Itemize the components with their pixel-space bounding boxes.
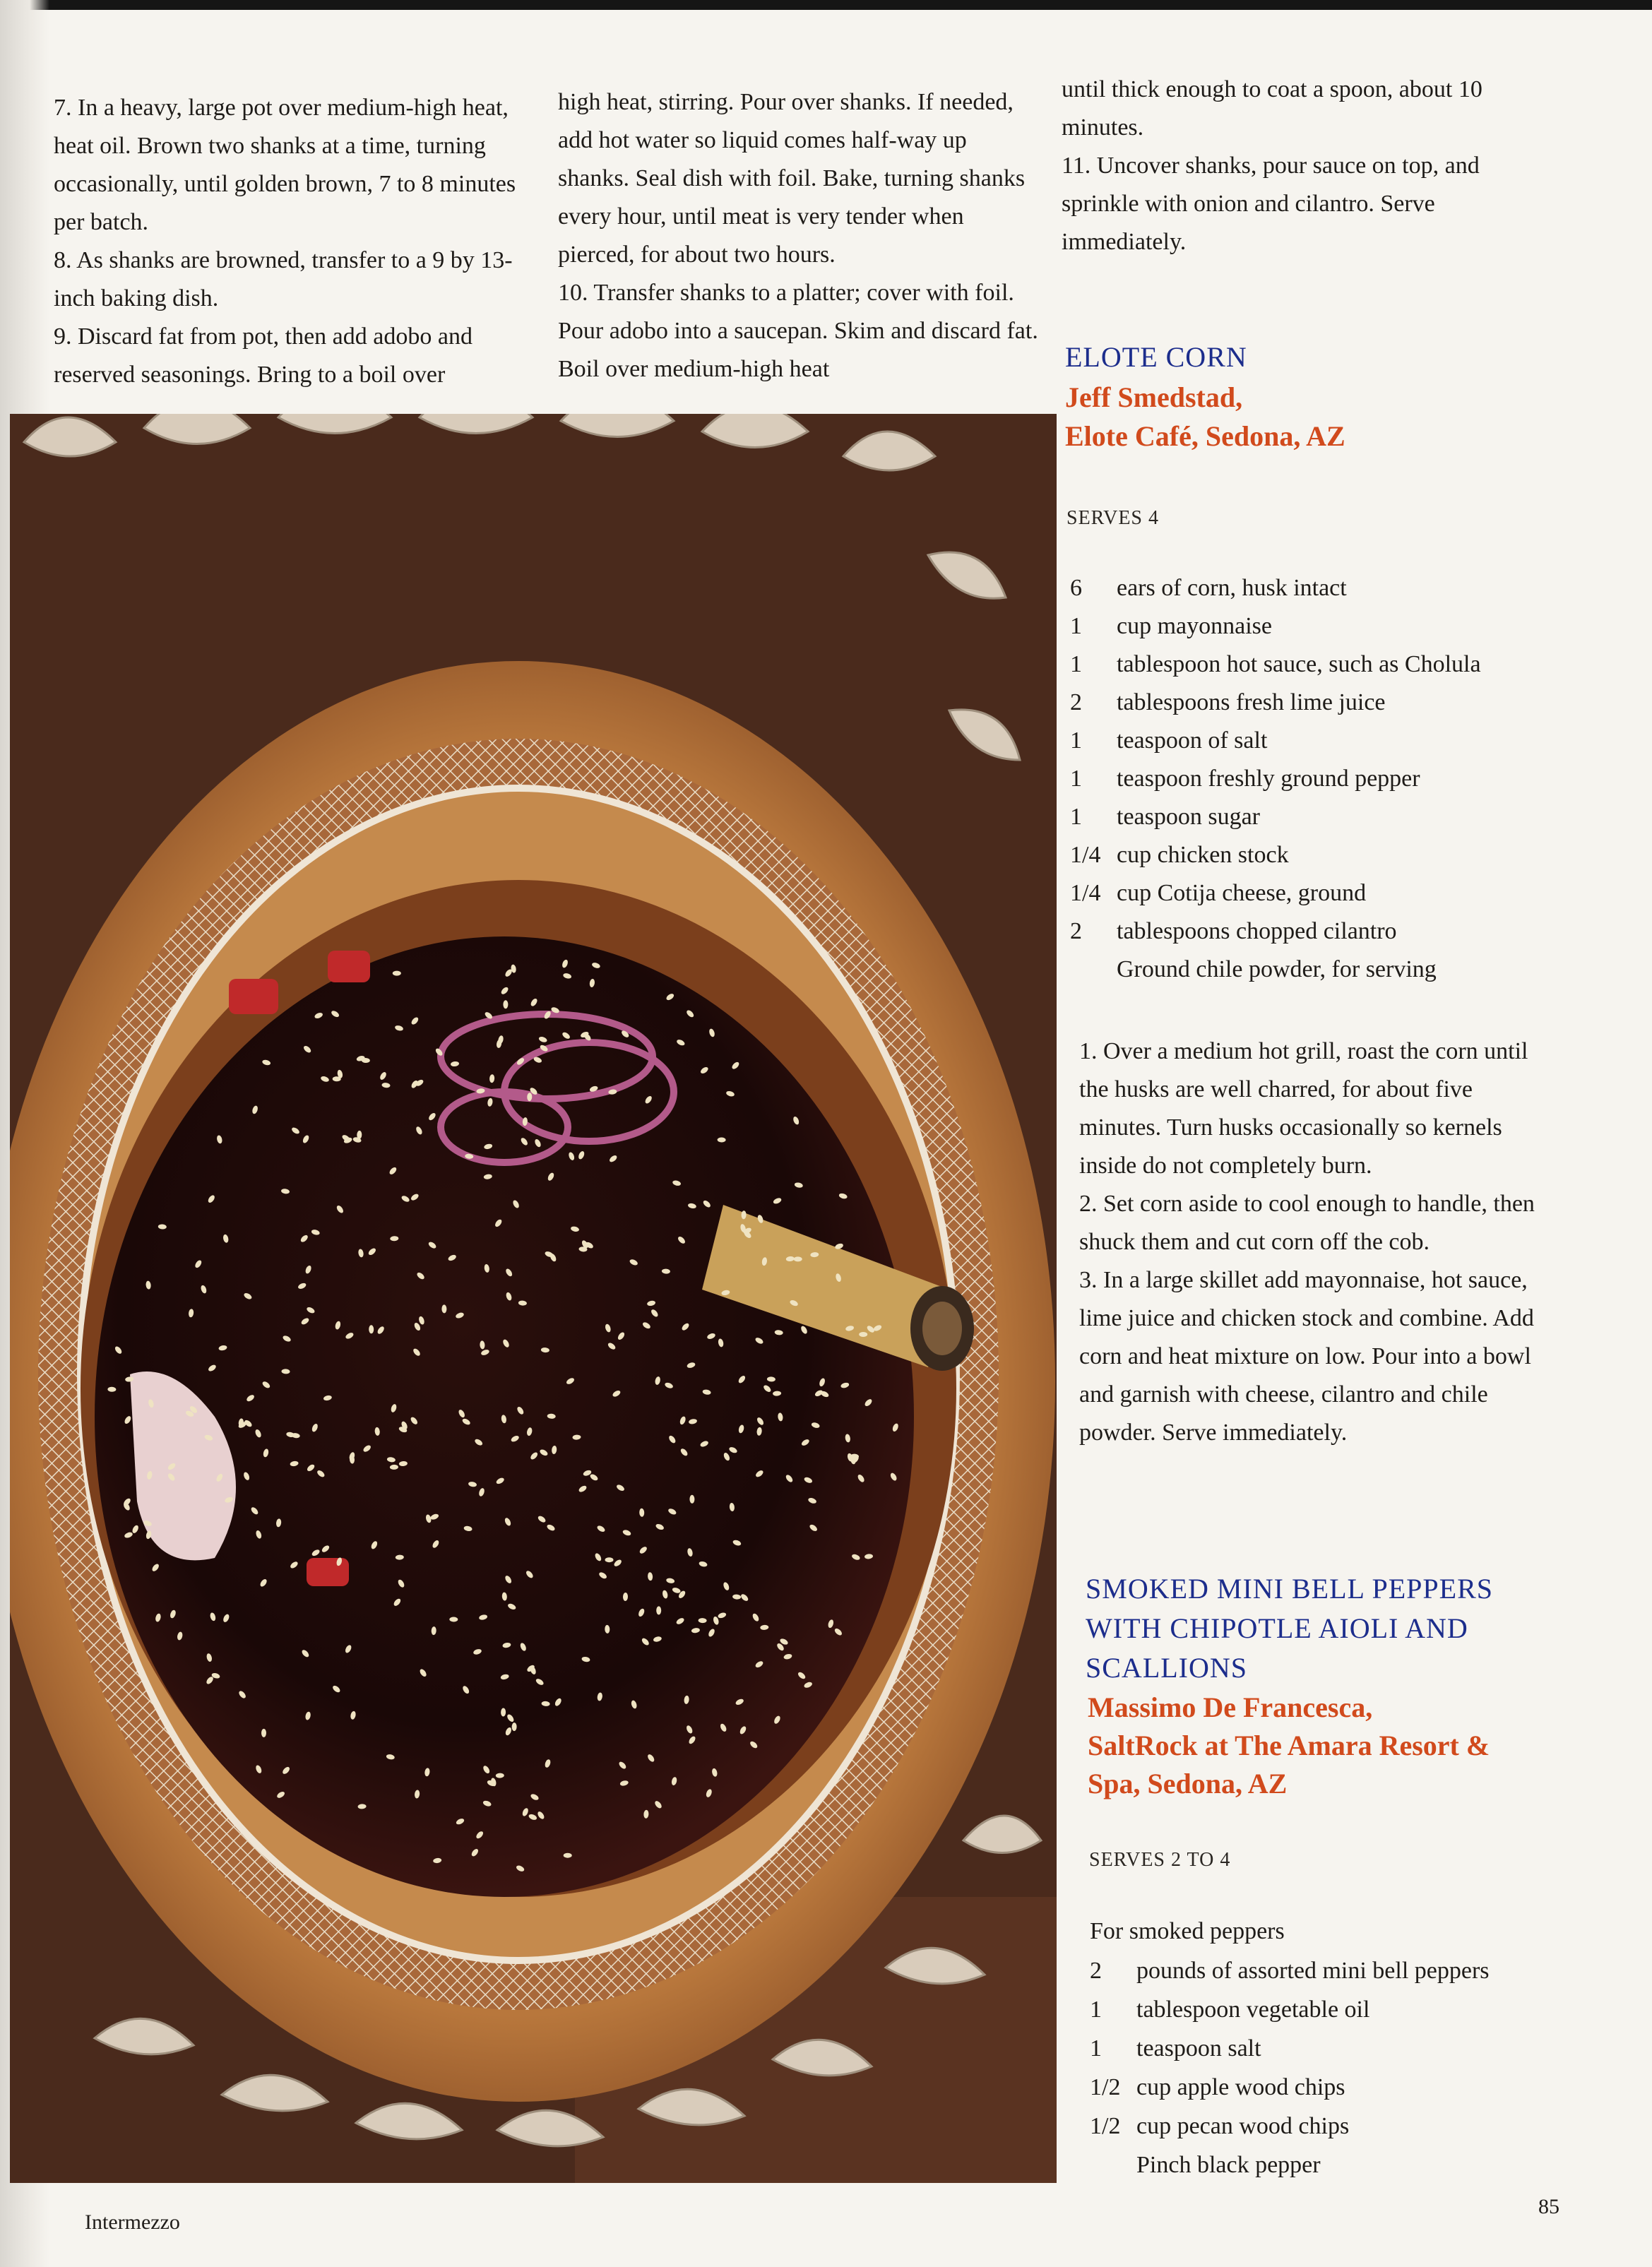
ingredient-text: teaspoon salt bbox=[1136, 2035, 1261, 2061]
ingredient-qty: 2 bbox=[1070, 689, 1082, 715]
step-10-continued: until thick enough to coat a spoon, about 10 minutes. bbox=[1062, 76, 1482, 141]
publication-name: Intermezzo bbox=[85, 2211, 180, 2234]
ingredient-qty: 1/4 bbox=[1070, 880, 1101, 906]
ingredient-text: Ground chile powder, for serving bbox=[1117, 956, 1437, 982]
step-8: 8. As shanks are browned, transfer to a 9 by 13-inch baking dish. bbox=[54, 247, 513, 311]
ingredient-text: tablespoons chopped cilantro bbox=[1117, 918, 1397, 944]
ingredient-qty: 1/2 bbox=[1090, 2074, 1121, 2100]
elote-chef-name: Jeff Smedstad, bbox=[1065, 381, 1243, 413]
elote-step-1: 1. Over a medium hot grill, roast the corn until the husks are well charred, for about five minutes. Turn husks occasionally so kernels inside do not completely burn. bbox=[1079, 1038, 1528, 1179]
peppers-title-line-2: WITH CHIPOTLE AIOLI AND bbox=[1086, 1612, 1468, 1644]
ingredient-qty: 1 bbox=[1070, 651, 1082, 677]
ingredient-text: tablespoon hot sauce, such as Cholula bbox=[1117, 651, 1481, 677]
ingredient-text: cup chicken stock bbox=[1117, 842, 1289, 868]
elote-serves: SERVES 4 bbox=[1066, 507, 1160, 529]
ingredient-qty: 1 bbox=[1070, 766, 1082, 792]
ingredient-qty: 1 bbox=[1070, 804, 1082, 830]
ingredient-qty: 1/4 bbox=[1070, 842, 1101, 868]
ingredient-text: teaspoon sugar bbox=[1117, 804, 1261, 830]
step-10: 10. Transfer shanks to a platter; cover with foil. Pour adobo into a saucepan. Skim and discard fat. Boil over medium-high heat bbox=[558, 280, 1038, 382]
peppers-serves: SERVES 2 TO 4 bbox=[1089, 1849, 1231, 1871]
ingredient-text: teaspoon freshly ground pepper bbox=[1117, 766, 1420, 792]
peppers-ingredient-list bbox=[1090, 1958, 1570, 2191]
step-11: 11. Uncover shanks, pour sauce on top, and sprinkle with onion and cilantro. Serve immediately. bbox=[1062, 153, 1480, 255]
ingredient-qty: 1 bbox=[1070, 727, 1082, 754]
text-column-3 bbox=[1062, 71, 1549, 261]
sesame-seed bbox=[393, 971, 401, 976]
step-9: 9. Discard fat from pot, then add adobo and reserved seasonings. Bring to a boil over bbox=[54, 323, 473, 388]
peppers-location: Spa, Sedona, AZ bbox=[1088, 1768, 1288, 1799]
ingredient-text: cup Cotija cheese, ground bbox=[1117, 880, 1367, 906]
sesame-seed bbox=[794, 1256, 802, 1261]
ingredient-text: cup pecan wood chips bbox=[1136, 2113, 1350, 2139]
ingredient-text: cup mayonnaise bbox=[1117, 613, 1272, 639]
food-photo-mole-shank bbox=[10, 414, 1057, 2183]
ingredient-text: ears of corn, husk intact bbox=[1117, 575, 1347, 601]
ingredient-text: Pinch black pepper bbox=[1136, 2152, 1321, 2178]
elote-ingredient-list bbox=[1070, 575, 1550, 999]
sesame-seed bbox=[503, 1000, 508, 1008]
ingredient-qty: 2 bbox=[1090, 1958, 1102, 1984]
peppers-restaurant: SaltRock at The Amara Resort & bbox=[1088, 1730, 1490, 1761]
page-top-edge bbox=[0, 0, 1652, 10]
step-7: 7. In a heavy, large pot over medium-high heat, heat oil. Brown two shanks at a time, turning occasionally, until golden brown, 7 to 8 minutes per batch. bbox=[54, 95, 516, 235]
peppers-chef-name: Massimo De Francesca, bbox=[1088, 1691, 1373, 1723]
ingredient-text: cup apple wood chips bbox=[1136, 2074, 1345, 2100]
sesame-seed bbox=[261, 1729, 266, 1737]
text-column-2 bbox=[558, 83, 1038, 388]
ingredient-qty: 6 bbox=[1070, 575, 1082, 601]
page-number: 85 bbox=[1538, 2195, 1559, 2218]
ingredient-text: tablespoon vegetable oil bbox=[1136, 1997, 1370, 2023]
sesame-seed bbox=[564, 1853, 572, 1858]
ingredient-qty: 1 bbox=[1070, 613, 1082, 639]
elote-title: ELOTE CORN bbox=[1065, 341, 1247, 373]
sesame-seed bbox=[656, 1606, 661, 1614]
ingredient-text: teaspoon of salt bbox=[1117, 727, 1268, 754]
sesame-seed bbox=[605, 1557, 614, 1562]
ingredient-text: pounds of assorted mini bell peppers bbox=[1136, 1958, 1490, 1984]
ingredient-qty: 1/2 bbox=[1090, 2113, 1121, 2139]
text-column-1 bbox=[54, 89, 527, 394]
elote-restaurant: Elote Café, Sedona, AZ bbox=[1065, 420, 1345, 452]
peppers-title-line-3: SCALLIONS bbox=[1086, 1652, 1248, 1684]
elote-step-3: 3. In a large skillet add mayonnaise, hot sauce, lime juice and chicken stock and combine. Add corn and heat mixture on low. Pour into a bowl and garnish with cheese, cilantro and chile powder. Serve immediately. bbox=[1079, 1267, 1534, 1446]
peppers-title-line-1: SMOKED MINI BELL PEPPERS bbox=[1086, 1573, 1494, 1605]
ingredient-qty: 2 bbox=[1070, 918, 1082, 944]
elote-step-2: 2. Set corn aside to cool enough to handle, then shuck them and cut corn off the cob. bbox=[1079, 1191, 1535, 1255]
sesame-seed bbox=[859, 1332, 867, 1337]
ingredient-qty: 1 bbox=[1090, 2035, 1102, 2061]
ingredient-text: tablespoons fresh lime juice bbox=[1117, 689, 1386, 715]
ingredient-qty: 1 bbox=[1090, 1997, 1102, 2023]
step-9-continued: high heat, stirring. Pour over shanks. If needed, add hot water so liquid comes half-way up shanks. Seal dish with foil. Bake, turning shanks every hour, until meat is very tender when pierced, for about two hours. bbox=[558, 89, 1026, 268]
peppers-subhead: For smoked peppers bbox=[1090, 1918, 1285, 1944]
elote-directions bbox=[1079, 1033, 1545, 1452]
